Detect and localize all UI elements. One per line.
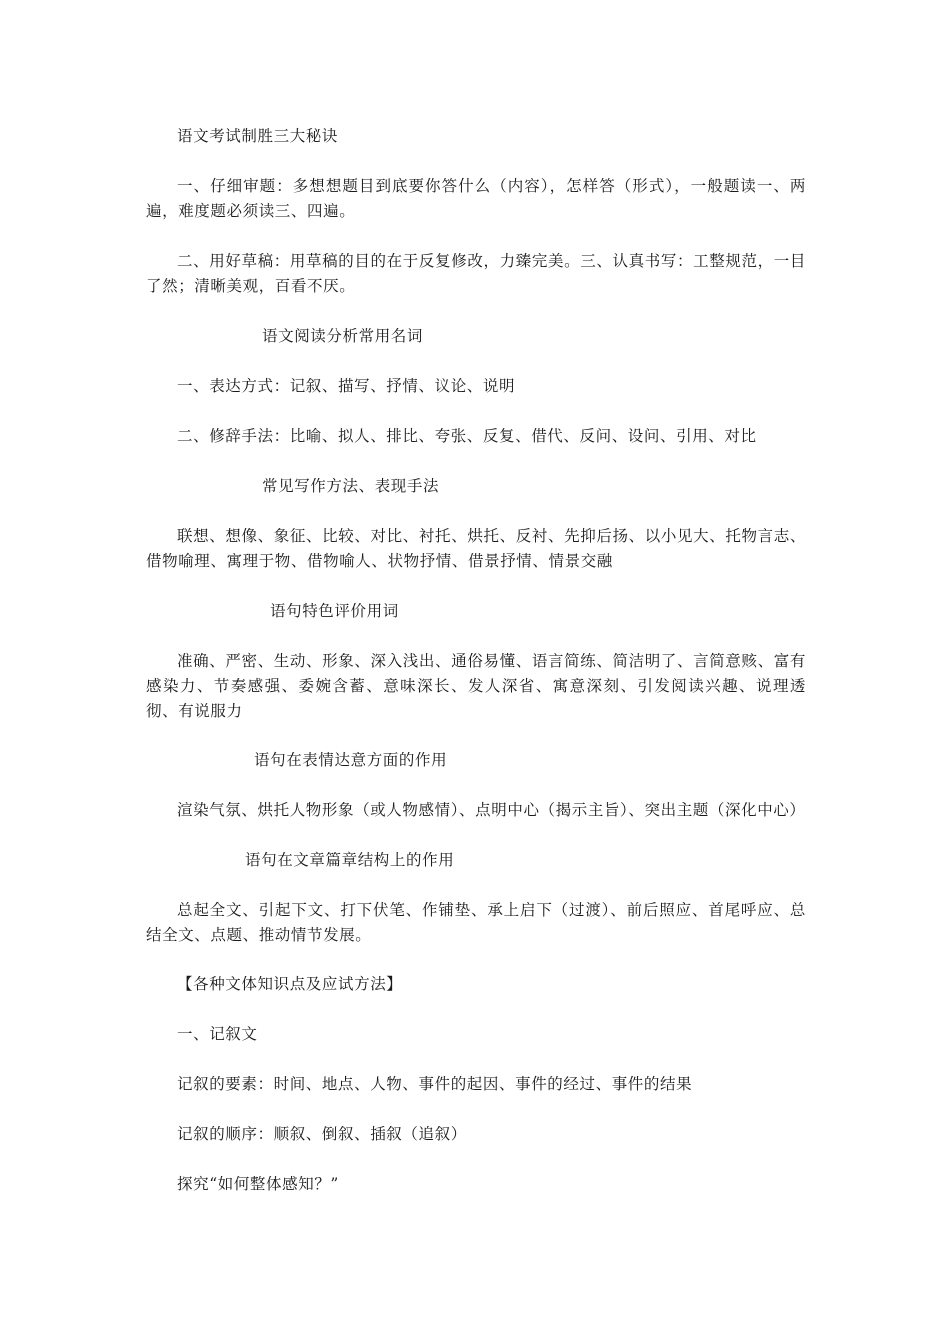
heading-expression-effect: 语句在表情达意方面的作用 [254,751,448,769]
line-expression-effect: 渲染气氛、烘托人物形象（或人物感情）、点明中心（揭示主旨）、突出主题（深化中心） [177,801,806,819]
sub-heading-narrative: 一、记叙文 [177,1025,258,1043]
heading-exam-secrets: 语文考试制胜三大秘诀 [177,127,339,145]
line-narrative-elements: 记叙的要素：时间、地点、人物、事件的起因、事件的经过、事件的结果 [177,1075,693,1093]
paragraph-careful-reading: 一、仔细审题：多想想题目到底要你答什么（内容），怎样答（形式），一般题读一、两遍，难度题必须读三、四遍。 [146,177,806,220]
paragraph-writing-methods: 联想、想像、象征、比较、对比、衬托、烘托、反衬、先抑后扬、以小见大、托物言志、借物喻理、寓理于物、借物喻人、状物抒情、借景抒情、情景交融 [146,527,806,570]
heading-sentence-evaluation: 语句特色评价用词 [270,602,399,620]
heading-reading-terms: 语文阅读分析常用名词 [262,327,424,345]
line-expression-methods: 一、表达方式：记叙、描写、抒情、议论、说明 [177,377,516,395]
line-explore-question: 探究“如何整体感知？” [177,1175,339,1193]
line-narrative-order: 记叙的顺序：顺叙、倒叙、插叙（追叙） [177,1125,467,1143]
paragraph-evaluation-words: 准确、严密、生动、形象、深入浅出、通俗易懂、语言简练、简洁明了、言简意赅、富有感染力、节奏感强、委婉含蓄、意味深长、发人深省、寓意深刻、引发阅读兴趣、说理透彻、有说服力 [146,652,806,720]
paragraph-draft-and-writing: 二、用好草稿：用草稿的目的在于反复修改，力臻完美。三、认真书写：工整规范，一目了然；清晰美观，百看不厌。 [146,252,806,295]
heading-writing-methods: 常见写作方法、表现手法 [262,477,440,495]
line-rhetoric-methods: 二、修辞手法：比喻、拟人、排比、夸张、反复、借代、反问、设问、引用、对比 [177,427,757,445]
section-heading-genres: 【各种文体知识点及应试方法】 [177,975,403,993]
heading-structure-effect: 语句在文章篇章结构上的作用 [245,851,455,869]
paragraph-structure-effect: 总起全文、引起下文、打下伏笔、作铺垫、承上启下（过渡）、前后照应、首尾呼应、总结全文、点题、推动情节发展。 [146,901,806,944]
